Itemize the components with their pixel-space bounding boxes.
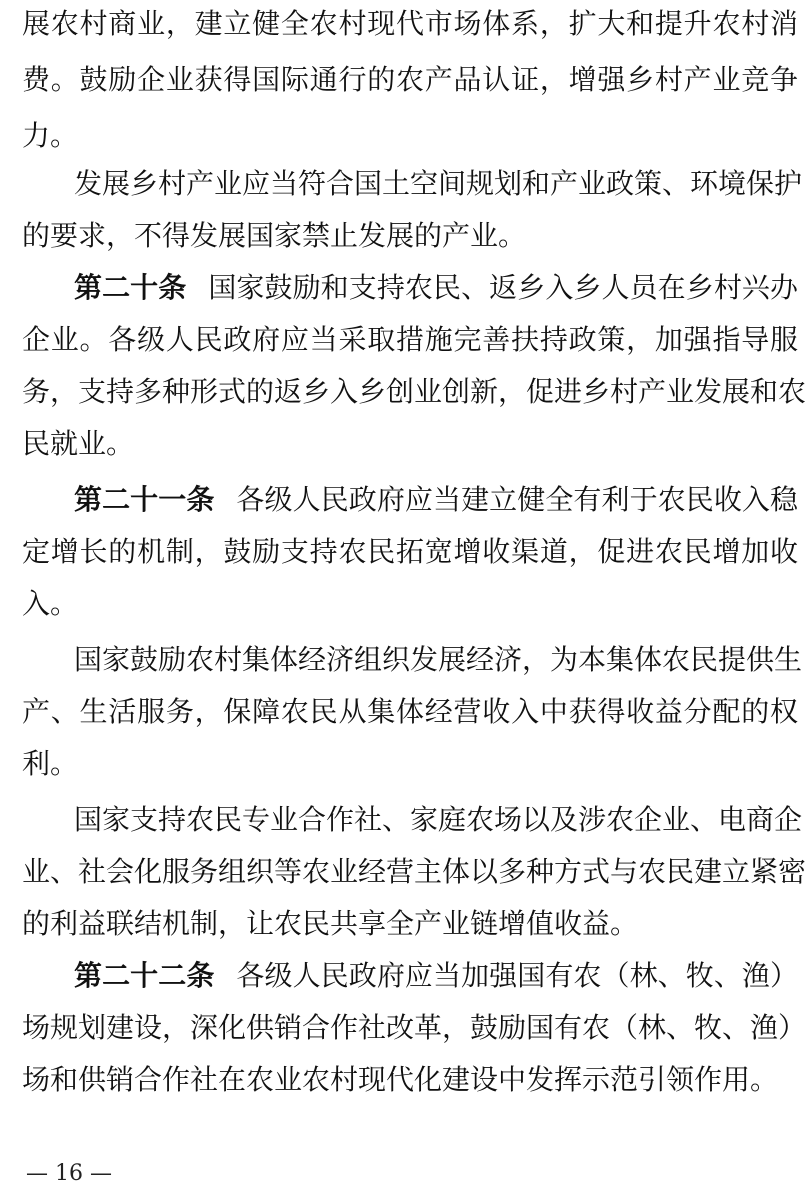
text-line: 国家支持农民专业合作社、家庭农场以及涉农企业、电商企 xyxy=(74,803,803,836)
text-line: 企业。各级人民政府应当采取措施完善扶持政策，加强指导服 xyxy=(22,323,798,356)
article-number: 第二十二条 xyxy=(74,959,215,992)
text-line: 的要求，不得发展国家禁止发展的产业。 xyxy=(22,219,527,252)
article-22-first-line xyxy=(22,954,798,998)
text-line: 民就业。 xyxy=(22,427,135,460)
text-line: 利。 xyxy=(22,747,79,780)
article-number: 第二十一条 xyxy=(74,483,215,516)
article-number: 第二十条 xyxy=(74,271,187,304)
text-line: 的利益联结机制，让农民共享全产业链增值收益。 xyxy=(22,907,639,940)
text-line: 业、社会化服务组织等农业经营主体以多种方式与农民建立紧密 xyxy=(22,855,807,888)
article-text: 国家鼓励和支持农民、返乡入乡人员在乡村兴办 xyxy=(208,271,798,304)
article-text: 各级人民政府应当加强国有农（林、牧、渔） xyxy=(236,959,798,992)
text-line: 产、生活服务，保障农民从集体经营收入中获得收益分配的权 xyxy=(22,695,798,728)
article-text: 各级人民政府应当建立健全有利于农民收入稳 xyxy=(236,483,798,516)
text-line: 入。 xyxy=(22,587,79,620)
text-line: 展农村商业，建立健全农村现代市场体系，扩大和提升农村消 xyxy=(22,7,798,40)
text-line: 费。鼓励企业获得国际通行的农产品认证，增强乡村产业竞争 xyxy=(22,63,798,96)
article-20-first-line xyxy=(22,266,798,310)
article-21-first-line xyxy=(22,478,798,522)
text-line: 场和供销合作社在农业农村现代化建设中发挥示范引领作用。 xyxy=(22,1063,779,1096)
text-line: 国家鼓励农村集体经济组织发展经济，为本集体农民提供生 xyxy=(74,643,803,676)
text-line: 力。 xyxy=(22,119,79,152)
text-line: 定增长的机制，鼓励支持农民拓宽增收渠道，促进农民增加收 xyxy=(22,535,798,568)
text-line: 发展乡村产业应当符合国土空间规划和产业政策、环境保护 xyxy=(74,167,803,200)
text-line: 务，支持多种形式的返乡入乡创业创新，促进乡村产业发展和农 xyxy=(22,375,807,408)
page-number: — 16 — xyxy=(26,1161,112,1186)
text-line: 场规划建设，深化供销合作社改革，鼓励国有农（林、牧、渔） xyxy=(22,1011,807,1044)
